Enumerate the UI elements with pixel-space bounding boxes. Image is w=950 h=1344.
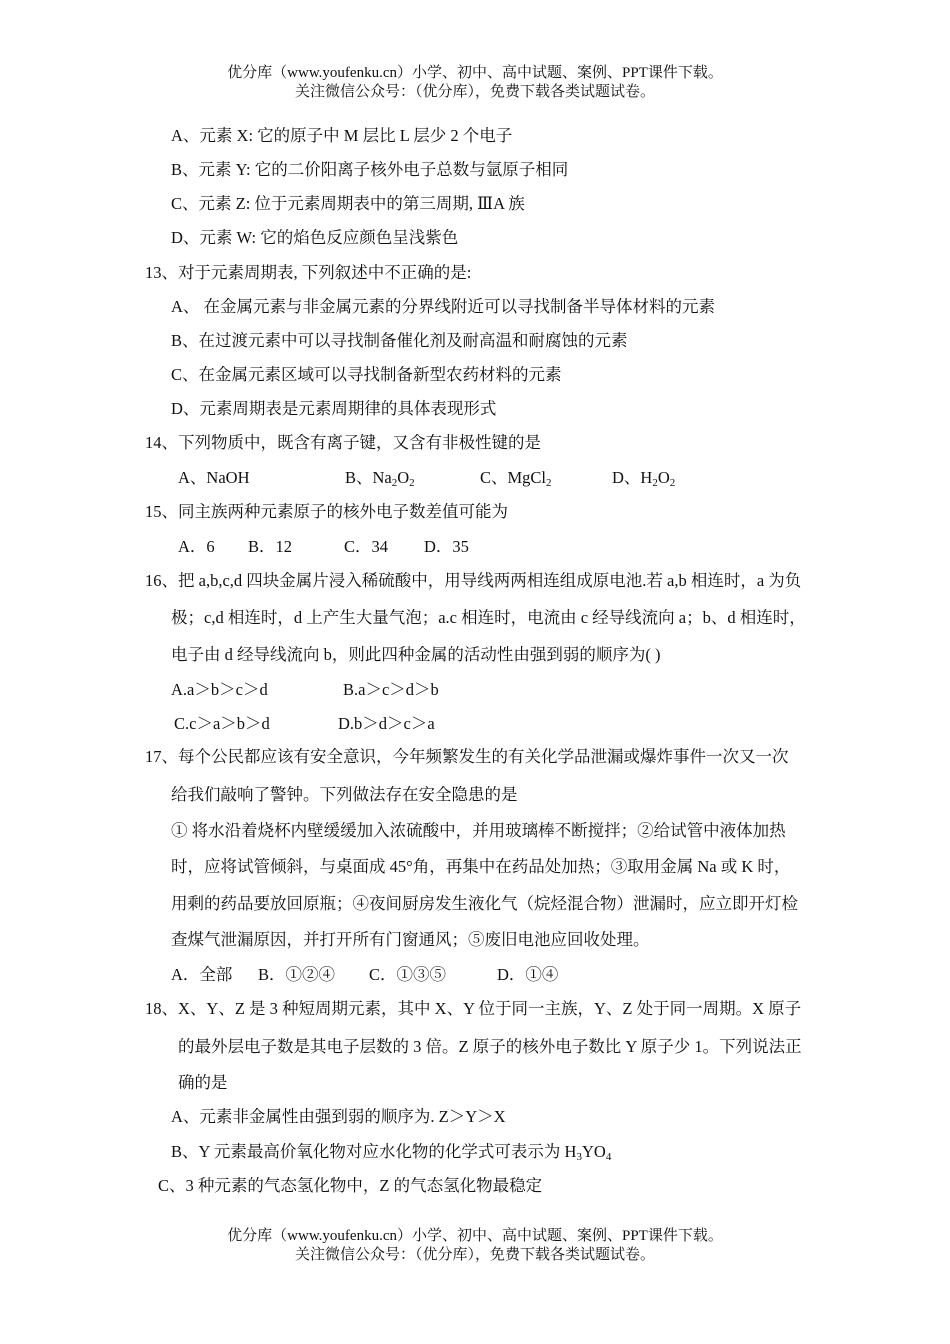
q16-line-3: 电子由 d 经导线流向 b，则此四种金属的活动性由强到弱的顺序为( ) [171, 645, 661, 664]
q16-line-2: 极；c,d 相连时，d 上产生大量气泡；a.c 相连时，电流由 c 经导线流向 a；b、d 相连时， [171, 608, 806, 627]
q14-option-b: B、$Na_2O_2$ [345, 468, 415, 489]
q17-line-5: 用剩的药品要放回原瓶；④夜间厨房发生液化气（烷烃混合物）泄漏时，应立即开灯检 [171, 894, 798, 913]
q18-line-2: 的最外层电子数是其电子层数的 3 倍。Z 原子的核外电子数比 Y 原子少 1。下列说法正 [178, 1037, 802, 1056]
q15-option-c: C．34 [344, 537, 389, 556]
q14-option-a: A、NaOH [178, 468, 250, 487]
q15-option-b: B．12 [248, 537, 293, 556]
q17-line-3: ① 将水沿着烧杯内壁缓缓加入浓硫酸中，并用玻璃棒不断搅拌；②给试管中液体加热 [171, 821, 786, 840]
q12-option-c: C、元素 Z: 位于元素周期表中的第三周期, ⅢA 族 [171, 194, 525, 213]
q17-line-6: 查煤气泄漏原因，并打开所有门窗通风；⑤废旧电池应回收处理。 [171, 930, 650, 949]
q12-option-a: A、元素 X: 它的原子中 M 层比 L 层少 2 个电子 [171, 126, 513, 145]
q16-option-b: B.a＞c＞d＞b [343, 680, 439, 699]
q12-option-d: D、元素 W: 它的焰色反应颜色呈浅紫色 [171, 228, 459, 247]
q17-option-c: C．①③⑤ [369, 965, 447, 984]
q16-option-d: D.b＞d＞c＞a [338, 714, 435, 733]
q18-option-a: A、元素非金属性由强到弱的顺序为. Z＞Y＞X [171, 1107, 506, 1126]
q13-stem: 13、对于元素周期表, 下列叙述中不正确的是: [145, 263, 472, 282]
q18-option-c: C、3 种元素的气态氢化物中，Z 的气态氢化物最稳定 [158, 1176, 543, 1195]
q13-option-a: A、 在金属元素与非金属元素的分界线附近可以寻找制备半导体材料的元素 [171, 297, 716, 316]
page-footer [0, 1227, 950, 1265]
q17-option-d: D．①④ [497, 965, 559, 984]
q17-line-2: 给我们敲响了警钟。下列做法存在安全隐患的是 [171, 785, 518, 804]
q17-option-b: B．①②④ [258, 965, 336, 984]
q17-option-a: A．全部 [171, 965, 233, 984]
q16-option-c: C.c＞a＞b＞d [174, 714, 270, 733]
q18-option-b: B、Y 元素最高价氧化物对应水化物的化学式可表示为 $H_3YO_4$ [171, 1142, 612, 1163]
q13-option-c: C、在金属元素区域可以寻找制备新型农药材料的元素 [171, 365, 562, 384]
footer-line-1: 优分库（www.youfenku.cn）小学、初中、高中试题、案例、PPT课件下载。 [227, 1228, 723, 1244]
q17-line-4: 时，应将试管倾斜，与桌面成 45°角，再集中在药品处加热；③取用金属 Na 或 K 时， [171, 857, 791, 876]
q18-line-3: 确的是 [178, 1073, 228, 1092]
footer-line-2: 关注微信公众号：（优分库），免费下载各类试题试卷。 [294, 1247, 655, 1263]
header-line-1: 优分库（www.youfenku.cn）小学、初中、高中试题、案例、PPT课件下载。 [227, 65, 723, 81]
header-line-2: 关注微信公众号：（优分库），免费下载各类试题试卷。 [294, 84, 655, 100]
q16-option-a: A.a＞b＞c＞d [171, 680, 268, 699]
q15-stem: 15、同主族两种元素原子的核外电子数差值可能为 [145, 502, 508, 521]
q14-stem: 14、下列物质中，既含有离子键，又含有非极性键的是 [145, 433, 541, 452]
q14-option-c: C、MgCl$_2$ [480, 468, 552, 489]
q18-line-1: 18、X、Y、Z 是 3 种短周期元素，其中 X、Y 位于同一主族，Y、Z 处于同一周期。X 原子 [145, 999, 802, 1018]
q12-option-b: B、元素 Y: 它的二价阳离子核外电子总数与氩原子相同 [171, 160, 569, 179]
q13-option-b: B、在过渡元素中可以寻找制备催化剂及耐高温和耐腐蚀的元素 [171, 331, 628, 350]
page-header [0, 64, 950, 102]
q13-option-d: D、元素周期表是元素周期律的具体表现形式 [171, 399, 497, 418]
q15-option-a: A．6 [178, 537, 215, 556]
q17-line-1: 17、每个公民都应该有安全意识，今年频繁发生的有关化学品泄漏或爆炸事件一次又一次 [145, 747, 789, 766]
q14-option-d: D、$H_2O_2$ [612, 468, 676, 489]
q16-line-1: 16、把 a,b,c,d 四块金属片浸入稀硫酸中，用导线两两相连组成原电池.若 a,b 相连时，a 为负 [145, 571, 802, 590]
q15-option-d: D．35 [424, 537, 469, 556]
